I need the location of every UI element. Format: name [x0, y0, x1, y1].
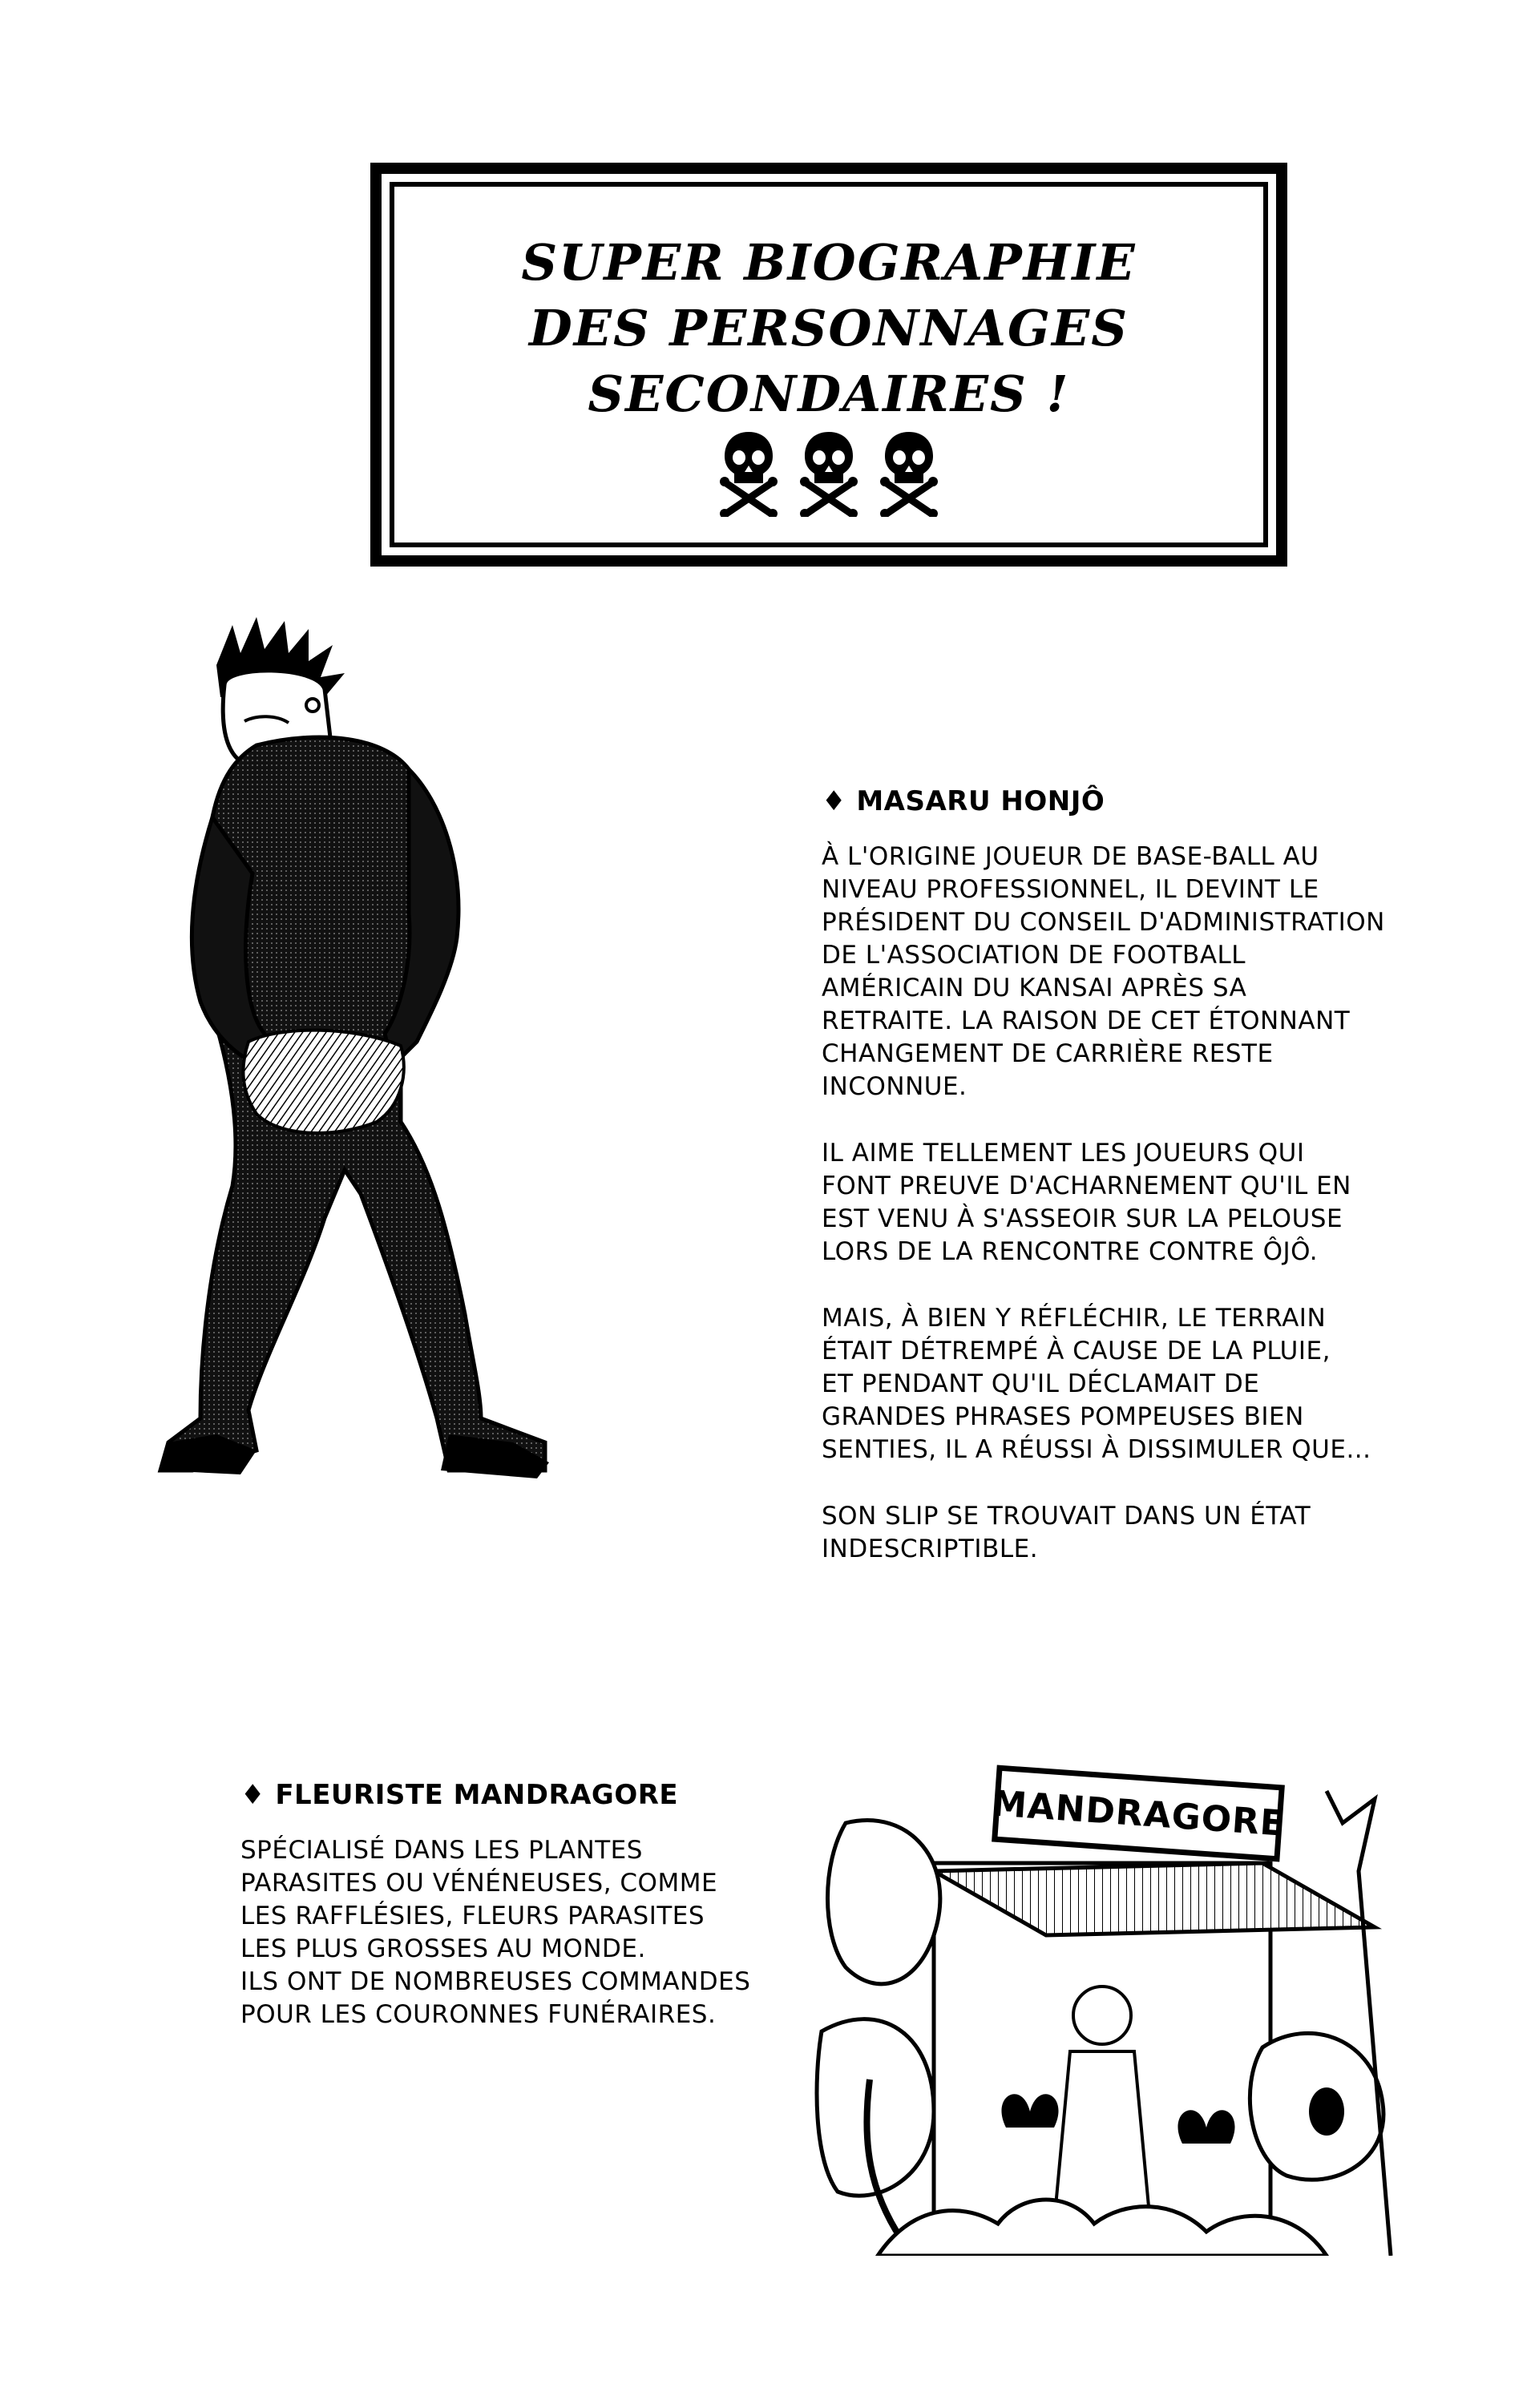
page-title [382, 230, 1276, 427]
florist-paragraph-1: SPÉCIALISÉ DANS LES PLANTES PARASITES OU VÉNÉNEUSES, COMME LES RAFFLÉSIES, FLEURS PARASITES LES PLUS GROSSES AU MONDE. ILS ONT DE NOMBREUSES COMMANDES POUR LES COURONNES FUNÉRAIRES. [240, 1836, 751, 2029]
masaru-paragraph-4: SON SLIP SE TROUVAIT DANS UN ÉTAT INDESCRIPTIBLE. [822, 1502, 1311, 1563]
skull-and-crossbones-icon [880, 430, 938, 517]
title-box [370, 163, 1287, 567]
title-line-2: DES PERSONNAGES [529, 299, 1129, 357]
masaru-paragraph-2: IL AIME TELLEMENT LES JOUEURS QUI FONT PREUVE D'ACHARNEMENT QU'IL EN EST VENU À S'ASSEOIR SUR LA PELOUSE LORS DE LA RENCONTRE CONTRE ÔJÔ. [822, 1139, 1351, 1266]
masaru-name: ♦ MASARU HONJÔ [822, 785, 1105, 817]
masaru-honjo-illustration [144, 609, 786, 1519]
title-line-3: SECONDAIRES ! [588, 365, 1070, 423]
title-line-1: SUPER BIOGRAPHIE [521, 233, 1137, 292]
skull-row [382, 430, 1276, 517]
florist-name: ♦ FLEURISTE MANDRAGORE [240, 1779, 679, 1811]
skull-and-crossbones-icon [720, 430, 778, 517]
shop-sign: MANDRAGORE [992, 1765, 1285, 1862]
mandragore-shop-illustration [814, 1775, 1399, 2256]
skull-and-crossbones-icon [800, 430, 858, 517]
masaru-paragraph-3: MAIS, À BIEN Y RÉFLÉCHIR, LE TERRAIN ÉTAIT DÉTREMPÉ À CAUSE DE LA PLUIE, ET PENDANT QU'IL DÉCLAMAIT DE GRANDES PHRASES POMPEUSES BIEN SENTIES, IL A RÉUSSI À DISSIMULER QUE... [822, 1304, 1371, 1464]
masaru-bio [822, 785, 1431, 1599]
florist-bio [240, 1779, 786, 2065]
masaru-paragraph-1: À L'ORIGINE JOUEUR DE BASE-BALL AU NIVEAU PROFESSIONNEL, IL DEVINT LE PRÉSIDENT DU CONSEIL D'ADMINISTRATION DE L'ASSOCIATION DE FOOTBALL AMÉRICAIN DU KANSAI APRÈS SA RETRAITE. LA RAISON DE CET ÉTONNANT CHANGEMENT DE CARRIÈRE RESTE INCONNUE. [822, 842, 1385, 1101]
